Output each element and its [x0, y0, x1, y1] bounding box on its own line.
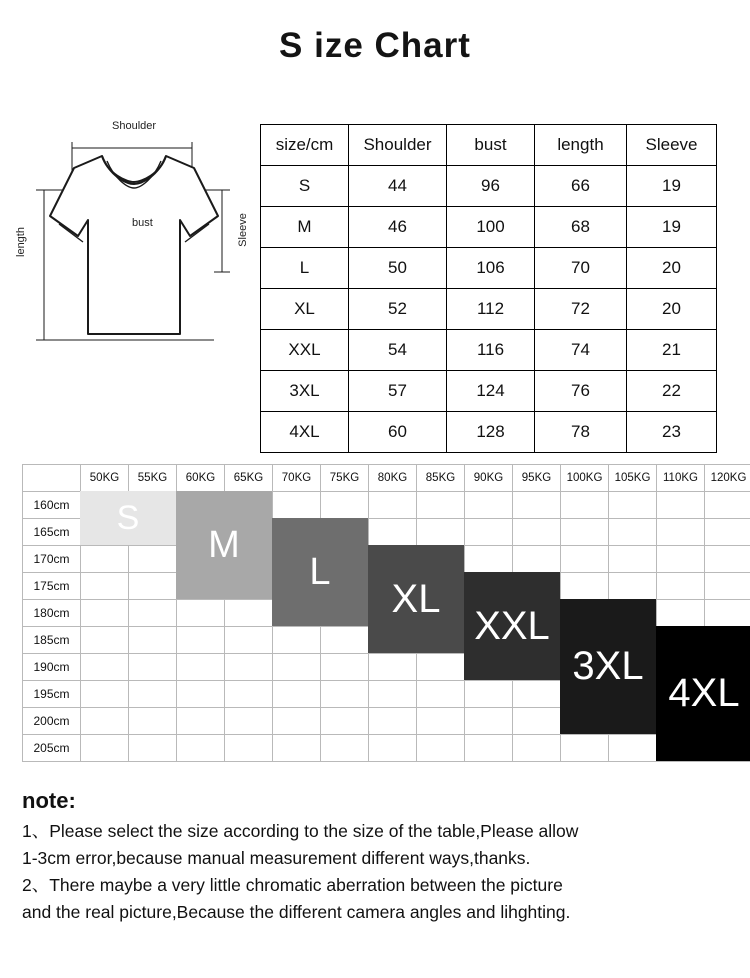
grid-cell: [465, 492, 513, 519]
table-row: [261, 207, 717, 248]
size-value-cell: 66: [535, 166, 627, 207]
grid-cell: [321, 735, 369, 762]
grid-cell: [465, 708, 513, 735]
grid-cell: [225, 492, 273, 519]
grid-weight-header: 55KG: [129, 465, 177, 492]
grid-row: [23, 573, 750, 600]
grid-cell: [321, 681, 369, 708]
grid-cell: [609, 681, 657, 708]
grid-cell: [369, 546, 417, 573]
grid-cell: [177, 654, 225, 681]
grid-cell: [81, 654, 129, 681]
size-value-cell: 21: [627, 330, 717, 371]
grid-cell: [609, 708, 657, 735]
grid-cell: [225, 654, 273, 681]
size-value-cell: 124: [447, 371, 535, 412]
grid-weight-header: 90KG: [465, 465, 513, 492]
size-table-col-header: length: [535, 125, 627, 166]
grid-cell: [369, 573, 417, 600]
grid-cell: [81, 519, 129, 546]
grid-weight-header: 95KG: [513, 465, 561, 492]
grid-cell: [225, 681, 273, 708]
grid-cell: [177, 519, 225, 546]
table-row: [261, 412, 717, 453]
grid-row: [23, 708, 750, 735]
grid-cell: [609, 492, 657, 519]
top-section: [0, 72, 750, 402]
grid-cell: [177, 492, 225, 519]
grid-cell: [657, 735, 705, 762]
grid-cell: [705, 627, 750, 654]
grid-cell: [81, 573, 129, 600]
grid-weight-header: 80KG: [369, 465, 417, 492]
size-value-cell: 96: [447, 166, 535, 207]
table-row: [261, 248, 717, 289]
grid-cell: [609, 600, 657, 627]
grid-weight-header: 110KG: [657, 465, 705, 492]
size-label-cell: S: [261, 166, 349, 207]
size-value-cell: 76: [535, 371, 627, 412]
grid-cell: [417, 573, 465, 600]
page-title: S ize Chart: [0, 26, 750, 66]
grid-cell: [705, 573, 750, 600]
grid-cell: [657, 600, 705, 627]
grid-cell: [513, 735, 561, 762]
grid-row: [23, 681, 750, 708]
grid-height-label: 160cm: [23, 492, 81, 519]
size-value-cell: 57: [349, 371, 447, 412]
grid-cell: [609, 546, 657, 573]
grid-size-block: 3XL: [560, 599, 656, 734]
grid-size-block: L: [272, 518, 368, 626]
grid-cell: [369, 708, 417, 735]
size-value-cell: 44: [349, 166, 447, 207]
grid-cell: [273, 600, 321, 627]
size-value-cell: 68: [535, 207, 627, 248]
grid-cell: [417, 708, 465, 735]
grid-cell: [273, 627, 321, 654]
grid-cell: [129, 546, 177, 573]
grid-cell: [129, 492, 177, 519]
grid-cell: [465, 519, 513, 546]
grid-cell: [609, 627, 657, 654]
table-row: [261, 289, 717, 330]
grid-size-block: M: [176, 491, 272, 599]
size-table: [260, 124, 717, 453]
note-line: and the real picture,Because the different camera angles and lihghting.: [22, 899, 732, 926]
grid-cell: [513, 492, 561, 519]
size-value-cell: 72: [535, 289, 627, 330]
grid-cell: [657, 627, 705, 654]
grid-weight-header: 120KG: [705, 465, 750, 492]
grid-cell: [465, 573, 513, 600]
size-value-cell: 128: [447, 412, 535, 453]
grid-cell: [513, 519, 561, 546]
grid-cell: [465, 546, 513, 573]
grid-height-label: 195cm: [23, 681, 81, 708]
notes-section: [22, 788, 732, 926]
grid-cell: [561, 519, 609, 546]
grid-cell: [657, 654, 705, 681]
grid-cell: [273, 654, 321, 681]
grid-cell: [273, 492, 321, 519]
grid-cell: [321, 654, 369, 681]
size-table-col-header: Sleeve: [627, 125, 717, 166]
grid-cell: [705, 492, 750, 519]
size-value-cell: 20: [627, 248, 717, 289]
size-label-cell: 3XL: [261, 371, 349, 412]
grid-cell: [321, 519, 369, 546]
grid-weight-header: 70KG: [273, 465, 321, 492]
grid-cell: [273, 735, 321, 762]
size-table-col-header: size/cm: [261, 125, 349, 166]
grid-cell: [657, 708, 705, 735]
size-value-cell: 60: [349, 412, 447, 453]
grid-header-row: [23, 465, 750, 492]
grid-row: [23, 600, 750, 627]
grid-cell: [225, 627, 273, 654]
note-line: 1、Please select the size according to the size of the table,Please allow: [22, 818, 732, 845]
grid-cell: [177, 708, 225, 735]
grid-cell: [657, 492, 705, 519]
grid-cell: [417, 546, 465, 573]
grid-height-label: 205cm: [23, 735, 81, 762]
size-value-cell: 74: [535, 330, 627, 371]
grid-cell: [657, 681, 705, 708]
grid-height-label: 165cm: [23, 519, 81, 546]
grid-cell: [417, 519, 465, 546]
grid-cell: [561, 492, 609, 519]
grid-height-label: 175cm: [23, 573, 81, 600]
grid-cell: [657, 519, 705, 546]
grid-weight-header: 100KG: [561, 465, 609, 492]
grid-cell: [417, 600, 465, 627]
grid-row: [23, 519, 750, 546]
grid-cell: [465, 627, 513, 654]
grid-cell: [705, 708, 750, 735]
grid-cell: [129, 681, 177, 708]
diagram-label-sleeve: Sleeve: [237, 213, 249, 247]
grid-cell: [369, 735, 417, 762]
grid-cell: [273, 708, 321, 735]
grid-cell: [321, 546, 369, 573]
size-value-cell: 20: [627, 289, 717, 330]
grid-cell: [417, 735, 465, 762]
grid-weight-header: 65KG: [225, 465, 273, 492]
note-line: 2、There maybe a very little chromatic aberration between the picture: [22, 872, 732, 899]
size-value-cell: 19: [627, 166, 717, 207]
grid-cell: [225, 573, 273, 600]
size-value-cell: 23: [627, 412, 717, 453]
grid-cell: [705, 600, 750, 627]
grid-cell: [321, 492, 369, 519]
grid-cell: [321, 573, 369, 600]
grid-cell: [81, 627, 129, 654]
grid-cell: [81, 681, 129, 708]
grid-table: [22, 464, 750, 762]
grid-cell: [81, 492, 129, 519]
grid-cell: [177, 735, 225, 762]
note-line: 1-3cm error,because manual measurement different ways,thanks.: [22, 845, 732, 872]
grid-height-label: 190cm: [23, 654, 81, 681]
grid-size-block: 4XL: [656, 626, 750, 761]
grid-cell: [465, 600, 513, 627]
grid-cell: [129, 735, 177, 762]
tshirt-diagram: [14, 112, 254, 372]
grid-cell: [705, 546, 750, 573]
grid-cell: [705, 681, 750, 708]
table-header-row: [261, 125, 717, 166]
diagram-label-shoulder: Shoulder: [112, 120, 156, 132]
grid-cell: [705, 519, 750, 546]
grid-row: [23, 546, 750, 573]
size-value-cell: 106: [447, 248, 535, 289]
grid-cell: [129, 708, 177, 735]
table-row: [261, 371, 717, 412]
grid-weight-header: 60KG: [177, 465, 225, 492]
size-value-cell: 100: [447, 207, 535, 248]
grid-height-label: 185cm: [23, 627, 81, 654]
grid-cell: [465, 681, 513, 708]
grid-cell: [609, 519, 657, 546]
grid-cell: [465, 654, 513, 681]
grid-cell: [273, 681, 321, 708]
size-label-cell: 4XL: [261, 412, 349, 453]
tshirt-illustration: [14, 112, 254, 372]
grid-cell: [561, 654, 609, 681]
size-table-col-header: Shoulder: [349, 125, 447, 166]
grid-cell: [561, 546, 609, 573]
size-label-cell: XL: [261, 289, 349, 330]
grid-cell: [369, 654, 417, 681]
grid-cell: [177, 600, 225, 627]
grid-height-label: 200cm: [23, 708, 81, 735]
grid-cell: [321, 708, 369, 735]
grid-cell: [177, 546, 225, 573]
grid-cell: [513, 600, 561, 627]
grid-cell: [417, 627, 465, 654]
size-label-cell: M: [261, 207, 349, 248]
grid-height-label: 170cm: [23, 546, 81, 573]
grid-row: [23, 735, 750, 762]
grid-cell: [561, 735, 609, 762]
grid-cell: [561, 708, 609, 735]
size-value-cell: 22: [627, 371, 717, 412]
grid-cell: [609, 654, 657, 681]
grid-cell: [225, 546, 273, 573]
grid-row: [23, 627, 750, 654]
table-row: [261, 166, 717, 207]
grid-cell: [81, 735, 129, 762]
grid-height-label: 180cm: [23, 600, 81, 627]
grid-cell: [129, 519, 177, 546]
size-value-cell: 116: [447, 330, 535, 371]
size-value-cell: 54: [349, 330, 447, 371]
grid-cell: [561, 573, 609, 600]
grid-weight-header: 50KG: [81, 465, 129, 492]
size-value-cell: 19: [627, 207, 717, 248]
grid-cell: [561, 681, 609, 708]
grid-cell: [417, 681, 465, 708]
grid-cell: [129, 654, 177, 681]
grid-cell: [225, 519, 273, 546]
grid-cell: [657, 546, 705, 573]
grid-cell: [561, 600, 609, 627]
size-value-cell: 112: [447, 289, 535, 330]
size-value-cell: 78: [535, 412, 627, 453]
grid-cell: [321, 627, 369, 654]
grid-cell: [81, 708, 129, 735]
grid-weight-header: 105KG: [609, 465, 657, 492]
grid-cell: [369, 519, 417, 546]
grid-cell: [369, 600, 417, 627]
grid-cell: [657, 573, 705, 600]
grid-cell: [273, 573, 321, 600]
grid-cell: [177, 627, 225, 654]
grid-cell: [609, 573, 657, 600]
grid-cell: [513, 708, 561, 735]
grid-cell: [225, 735, 273, 762]
diagram-label-length: length: [15, 227, 27, 257]
grid-cell: [273, 546, 321, 573]
grid-cell: [177, 573, 225, 600]
grid-cell: [513, 573, 561, 600]
grid-weight-header: 75KG: [321, 465, 369, 492]
size-value-cell: 46: [349, 207, 447, 248]
grid-cell: [705, 654, 750, 681]
grid-row: [23, 492, 750, 519]
diagram-label-bust: bust: [132, 217, 153, 229]
notes-heading: note:: [22, 788, 732, 814]
table-row: [261, 330, 717, 371]
grid-cell: [81, 546, 129, 573]
grid-cell: [417, 654, 465, 681]
grid-corner-cell: [23, 465, 81, 492]
grid-cell: [225, 708, 273, 735]
grid-cell: [513, 627, 561, 654]
grid-cell: [465, 735, 513, 762]
grid-cell: [129, 600, 177, 627]
grid-cell: [609, 735, 657, 762]
size-value-cell: 70: [535, 248, 627, 289]
grid-size-block: XXL: [464, 572, 560, 680]
grid-cell: [225, 600, 273, 627]
grid-cell: [369, 627, 417, 654]
grid-cell: [705, 735, 750, 762]
grid-cell: [513, 546, 561, 573]
size-value-cell: 52: [349, 289, 447, 330]
grid-weight-header: 85KG: [417, 465, 465, 492]
size-table-col-header: bust: [447, 125, 535, 166]
grid-cell: [561, 627, 609, 654]
grid-cell: [369, 492, 417, 519]
size-value-cell: 50: [349, 248, 447, 289]
grid-cell: [321, 600, 369, 627]
grid-cell: [273, 519, 321, 546]
grid-row: [23, 654, 750, 681]
grid-cell: [129, 627, 177, 654]
size-table-container: [260, 124, 716, 453]
grid-cell: [513, 654, 561, 681]
grid-cell: [129, 573, 177, 600]
size-label-cell: XXL: [261, 330, 349, 371]
grid-cell: [369, 681, 417, 708]
size-weight-grid: [22, 464, 728, 786]
size-label-cell: L: [261, 248, 349, 289]
grid-cell: [177, 681, 225, 708]
grid-size-block: S: [80, 491, 176, 545]
grid-cell: [513, 681, 561, 708]
grid-cell: [81, 600, 129, 627]
grid-size-block: XL: [368, 545, 464, 653]
grid-cell: [417, 492, 465, 519]
